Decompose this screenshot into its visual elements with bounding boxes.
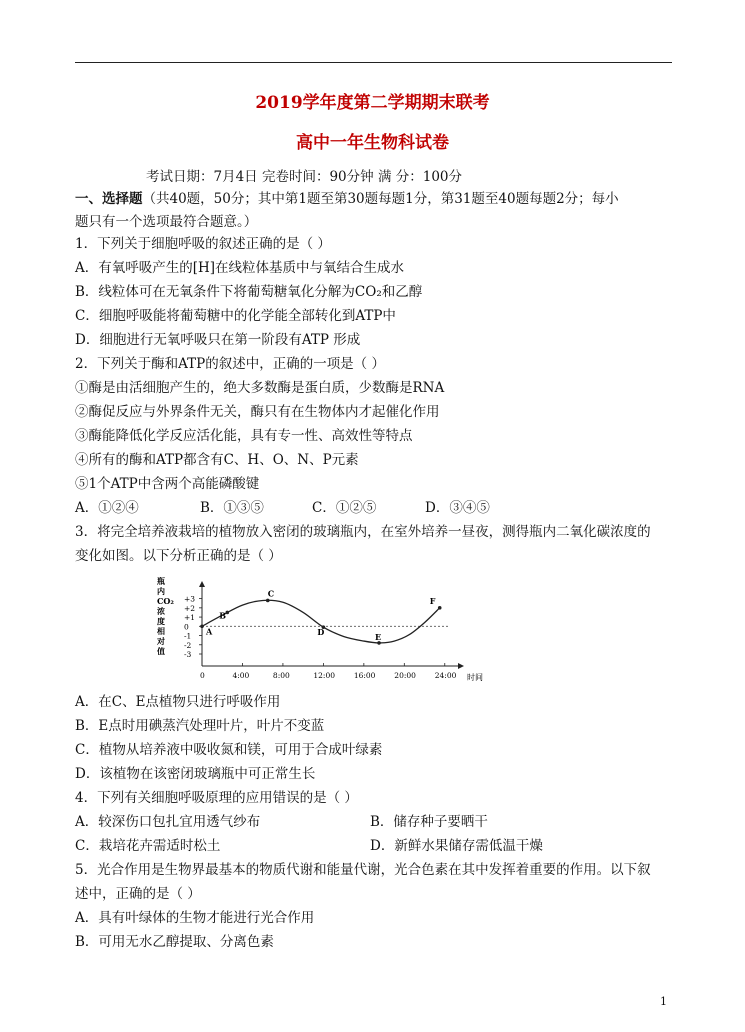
point-label-a: A: [206, 626, 213, 637]
q3-stem: 3．将完全培养液栽培的植物放入密闭的玻璃瓶内，在室外培养一昼夜，测得瓶内二氧化碳浓度的: [75, 524, 651, 540]
q4-option-b: B．储存种子要晒干: [370, 814, 488, 830]
y-axis-label-char: 浓: [157, 606, 165, 616]
header-rule: [75, 62, 672, 63]
q2-option-a: A．①②④: [75, 500, 139, 516]
q2-statement-4: ④所有的酶和ATP都含有C、H、O、N、P元素: [75, 452, 359, 468]
exam-title: 2019学年度第二学期期末联考: [255, 93, 490, 113]
x-tick-label: 16:00: [353, 671, 376, 680]
q2-statement-1: ①酶是由活细胞产生的，绝大多数酶是蛋白质，少数酶是RNA: [75, 380, 445, 396]
q1-option-b: B．线粒体可在无氧条件下将葡萄糖氧化分解为CO₂和乙醇: [75, 284, 423, 300]
q2-option-b: B．①③⑤: [200, 500, 264, 516]
q5-stem: 5．光合作用是生物界最基本的物质代谢和能量代谢，光合色素在其中发挥着重要的作用。以下叙: [75, 862, 651, 878]
co2-chart: [145, 574, 505, 686]
x-axis-label: 时间: [467, 673, 483, 682]
y-tick-label: -2: [184, 640, 192, 650]
q2-statement-3: ③酶能降低化学反应活化能，具有专一性、高效性等特点: [75, 428, 413, 444]
point-label-e: E: [375, 631, 382, 642]
y-tick-label: 0: [184, 622, 189, 632]
y-axis-label-char: 度: [157, 616, 165, 626]
point-label-b: B: [219, 610, 227, 621]
y-axis-label: [156, 576, 174, 656]
x-tick-label: 12:00: [313, 671, 336, 680]
q3-option-d: D．该植物在该密闭玻璃瓶中可正常生长: [75, 766, 316, 782]
q2-option-d: D．③④⑤: [425, 500, 490, 516]
q2-statement-2: ②酶促反应与外界条件无关，酶只有在生物体内才起催化作用: [75, 404, 440, 420]
point-label-f: F: [429, 595, 436, 606]
y-axis-label-char: 相: [157, 626, 165, 636]
q4-stem: 4．下列有关细胞呼吸原理的应用错误的是（ ）: [75, 790, 358, 806]
point-a: [200, 625, 204, 629]
point-c: [266, 599, 270, 603]
y-tick-label: +1: [184, 613, 196, 623]
x-tick-label: 8:00: [272, 671, 290, 680]
q2-option-c: C．①②⑤: [312, 500, 377, 516]
section-description-cont: 题只有一个选项最符合题意。）: [75, 214, 258, 230]
y-axis-label-char: 对: [157, 636, 165, 646]
q5-option-b: B．可用无水乙醇提取、分离色素: [75, 934, 274, 950]
q4-option-c: C．栽培花卉需适时松土: [75, 838, 221, 854]
point-label-c: C: [267, 588, 275, 599]
y-tick-label: +2: [184, 603, 196, 613]
x-tick-label: 20:00: [394, 671, 416, 680]
section-heading-line: [75, 190, 619, 208]
q1-option-d: D．细胞进行无氧呼吸只在第一阶段有ATP 形成: [75, 332, 361, 348]
y-tick-label: -3: [184, 650, 192, 659]
x-tick-label: 0: [200, 671, 205, 680]
q3-option-b: B．E点时用碘蒸汽处理叶片，叶片不变蓝: [75, 718, 325, 734]
q3-option-a: A．在C、E点植物只进行呼吸作用: [75, 694, 281, 710]
y-axis-label-char: 内: [157, 586, 165, 596]
y-axis-label-char: CO₂: [157, 596, 174, 606]
q2-stem: 2．下列关于酶和ATP的叙述中，正确的一项是（ ）: [75, 356, 385, 372]
x-tick-label: 24:00: [434, 671, 457, 680]
q5-stem-cont: 述中，正确的是（ ）: [75, 886, 201, 902]
section-heading: 一、选择题: [75, 191, 143, 207]
q5-option-a: A．具有叶绿体的生物才能进行光合作用: [75, 910, 315, 926]
y-tick-label: +3: [184, 594, 196, 604]
y-axis-label-char: 值: [157, 646, 165, 656]
exam-subtitle: 高中一年生物科试卷: [296, 133, 449, 153]
y-tick-label: -1: [184, 631, 192, 641]
section-description: （共40题，50分；其中第1题至第30题每题1分，第31题至40题每题2分；每小: [142, 191, 619, 207]
q1-option-c: C．细胞呼吸能将葡萄糖中的化学能全部转化到ATP中: [75, 308, 396, 324]
point-f: [438, 606, 442, 610]
exam-info: 考试日期：7月4日 完卷时间：90分钟 满 分：100分: [146, 169, 462, 185]
q4-option-d: D．新鲜水果储存需低温干燥: [370, 838, 543, 854]
q2-statement-5: ⑤1个ATP中含两个高能磷酸键: [75, 476, 260, 492]
q4-option-a: A．较深伤口包扎宜用透气纱布: [75, 814, 261, 830]
y-axis-label-char: 瓶: [157, 576, 165, 586]
q3-stem-cont: 变化如图。以下分析正确的是（ ）: [75, 548, 282, 564]
q1-stem: 1．下列关于细胞呼吸的叙述正确的是（ ）: [75, 236, 331, 252]
q1-option-a: A．有氧呼吸产生的[H]在线粒体基质中与氧结合生成水: [75, 260, 405, 276]
x-tick-label: 4:00: [232, 671, 250, 680]
page-number: 1: [660, 995, 667, 1008]
q3-option-c: C．植物从培养液中吸收氮和镁，可用于合成叶绿素: [75, 742, 383, 758]
point-label-d: D: [317, 627, 325, 638]
